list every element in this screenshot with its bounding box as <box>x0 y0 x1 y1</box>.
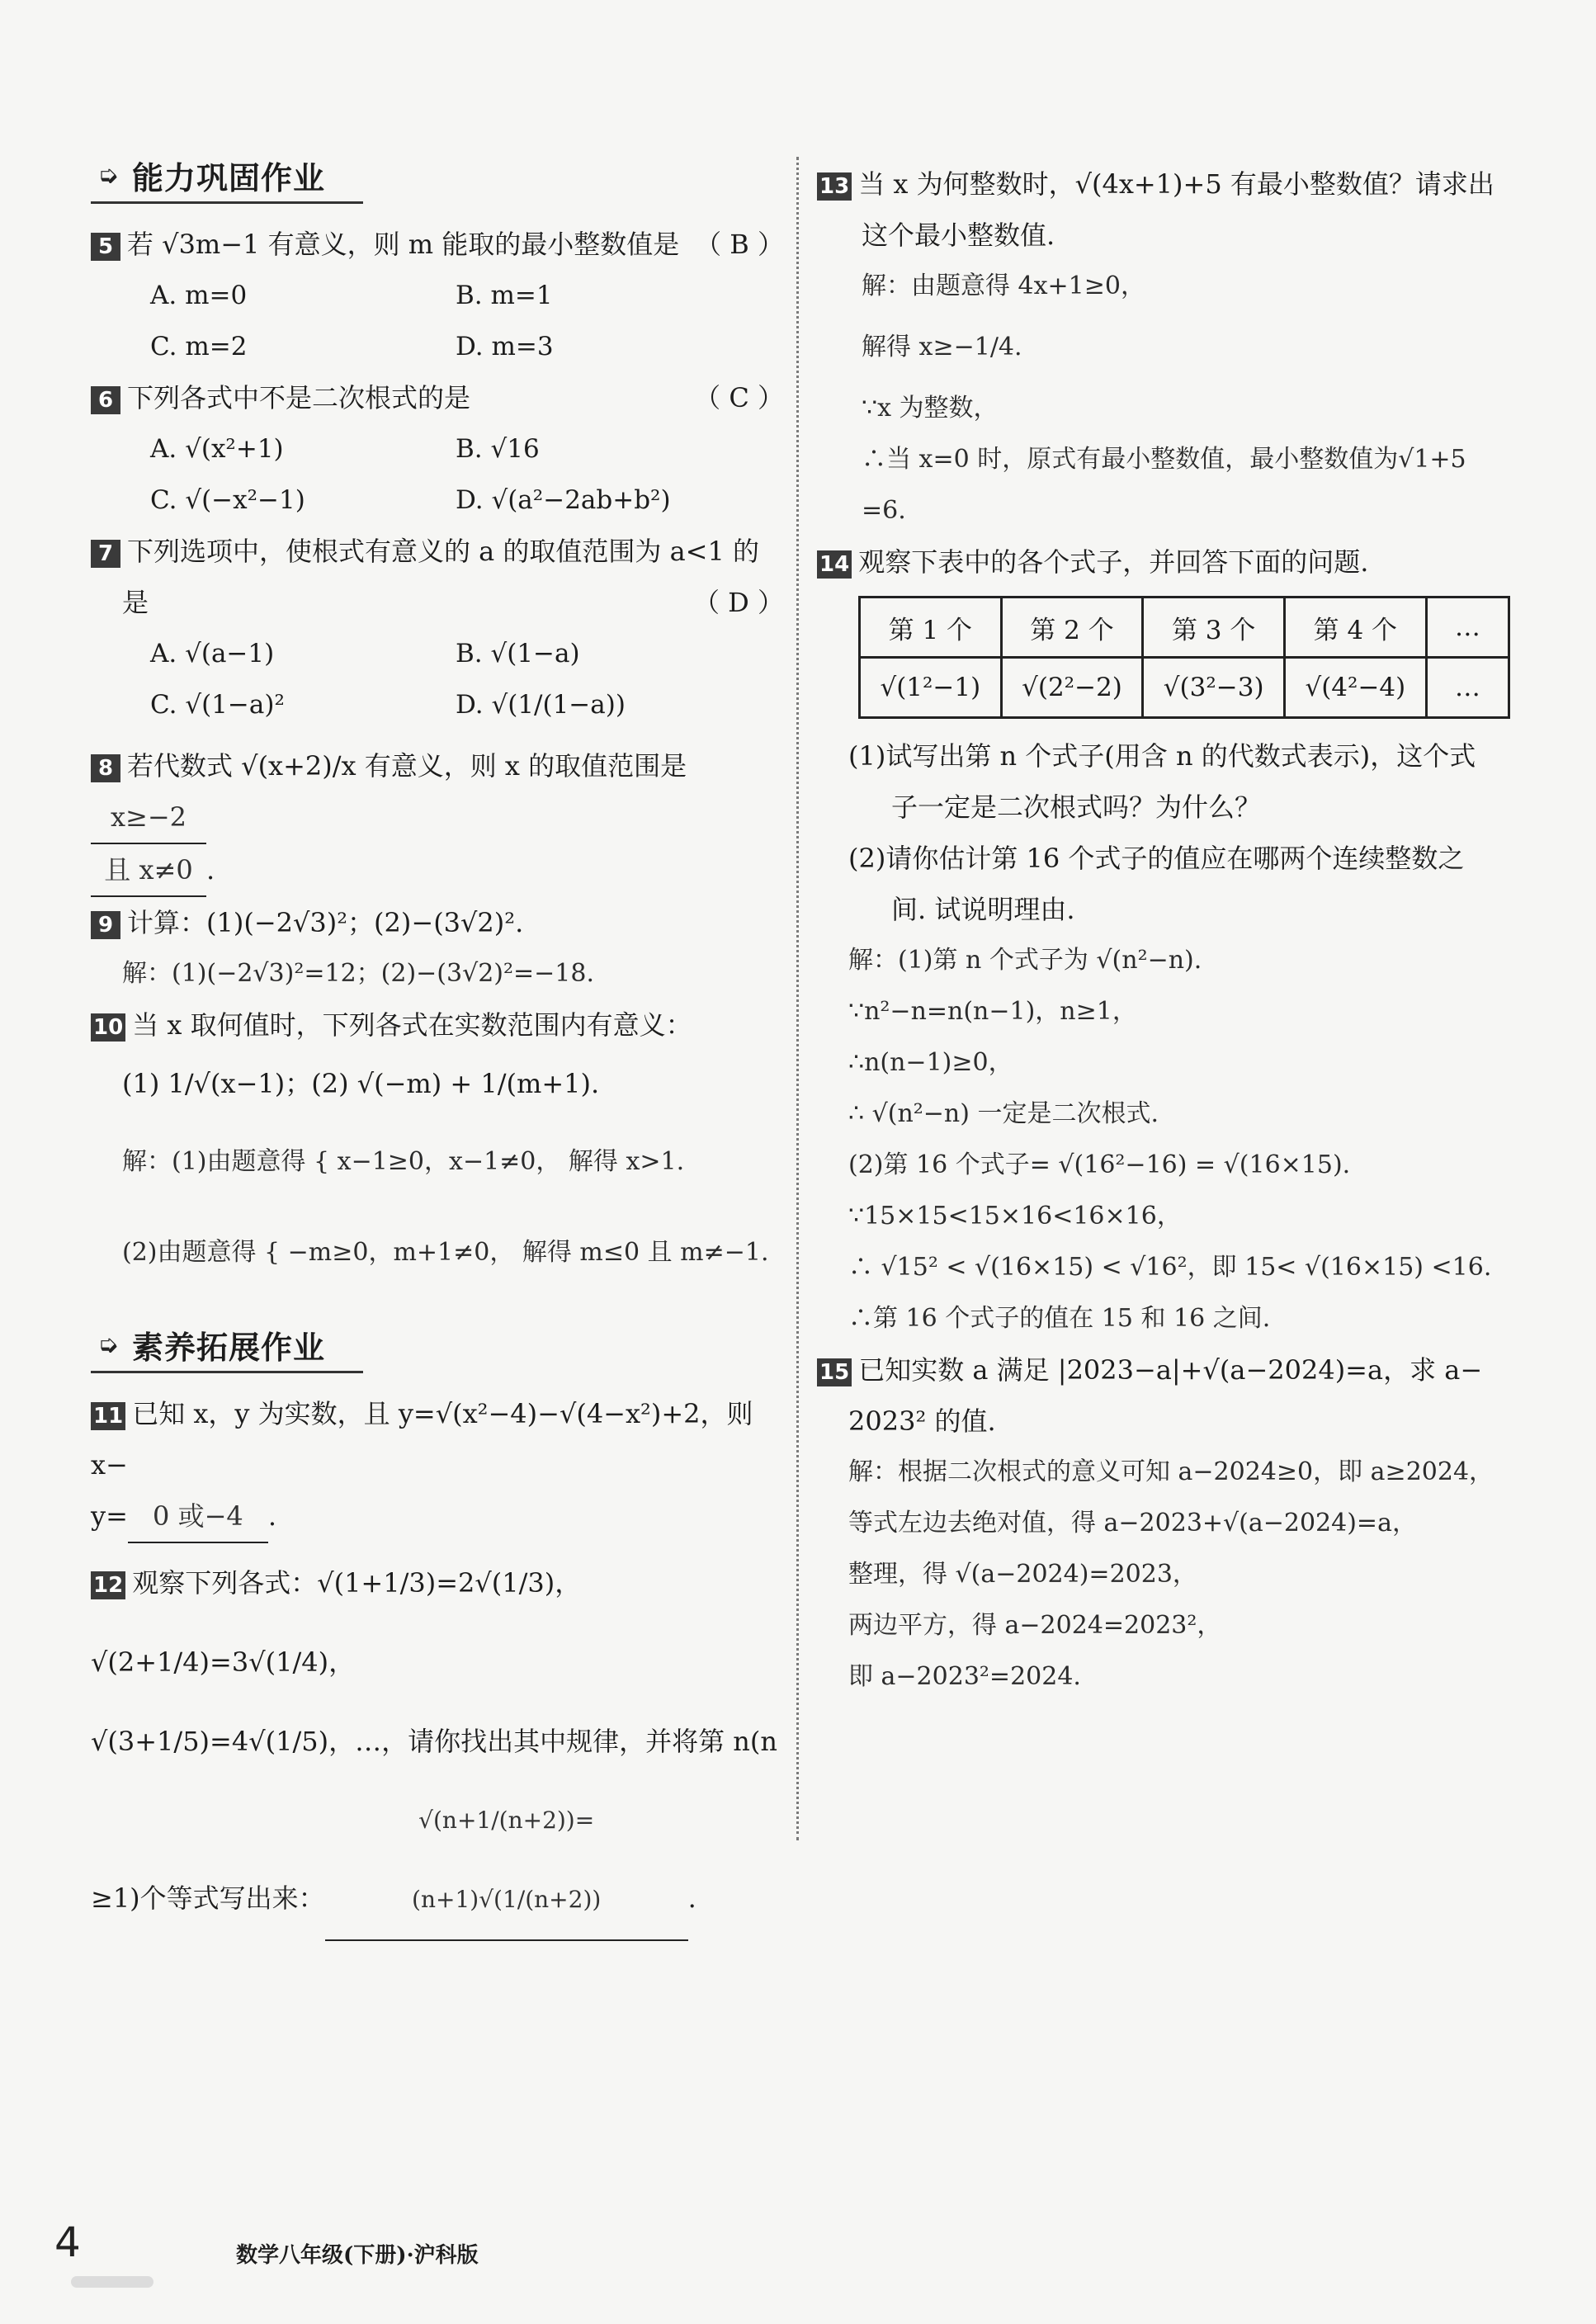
problem-5 <box>91 219 784 270</box>
problem-11 <box>91 1388 784 1490</box>
solution-14-line3: ∴n(n−1)≥0， <box>848 1048 1013 1077</box>
question-14-2-line1: (2)请你估计第 16 个式子的值应在哪两个连续整数之 <box>848 843 1465 874</box>
question-number: 14 <box>817 550 852 579</box>
problem-14 <box>817 536 1510 588</box>
pattern-table-wrap <box>817 596 1510 719</box>
option-d: D. m=3 <box>456 332 554 361</box>
options-6 <box>91 423 784 526</box>
answer-blank-cont: 且 x≠0 <box>91 844 206 897</box>
problem-13-line2: 这个最小整数值. <box>862 220 1055 251</box>
table-header-cell: … <box>1426 598 1509 658</box>
solution-13-line4: ∴当 x=0 时，原式有最小整数值，最小整数值为√1+5 <box>862 445 1466 474</box>
page-number-decoration <box>71 2276 153 2288</box>
left-column <box>91 140 784 1941</box>
answer-choice: （ D ） <box>692 587 784 618</box>
table-header-row <box>860 598 1509 658</box>
problem-12-line3 <box>91 1781 784 1941</box>
solution-14-line7: ∴ √15² < √(16×15) < √16²，即 15< √(16×15) <16. <box>848 1253 1492 1282</box>
problem-8-line2 <box>91 844 784 897</box>
option-b: B. √16 <box>456 434 540 464</box>
question-number: 5 <box>91 233 120 261</box>
question-14-2-line2: 间. 试说明理由. <box>891 894 1075 925</box>
option-d: D. √(a²−2ab+b²) <box>456 485 671 515</box>
question-stem: 若代数式 √(x+2)/x 有意义，则 x 的取值范围是 <box>127 750 687 782</box>
question-number: 13 <box>817 172 852 201</box>
options-5 <box>91 270 784 372</box>
problem-12-line2: √(3+1/5)=4√(1/5)，…，请你找出其中规律，并将第 n(n <box>91 1726 777 1757</box>
solution-14-line5: (2)第 16 个式子= √(16²−16) = √(16×15). <box>848 1150 1351 1179</box>
question-stem-cont: 是 <box>122 587 149 618</box>
solution-14-line4: ∴ √(n²−n) 一定是二次根式. <box>848 1099 1159 1128</box>
stem-cont: y= <box>91 1500 128 1532</box>
question-stem: 若 √3m−1 有意义，则 m 能取的最小整数值是 <box>127 229 680 260</box>
section-title: 能力巩固作业 <box>132 159 326 196</box>
pattern-table <box>858 596 1510 719</box>
question-stem: 下列选项中，使根式有意义的 a 的取值范围为 a<1 的 <box>127 536 760 567</box>
option-c: C. √(1−a)² <box>150 690 285 720</box>
page-number: 4 <box>54 2218 81 2266</box>
book-title: 数学八年级(下册)·沪科版 <box>236 2243 479 2268</box>
question-stem: 观察下列各式：√(1+1/3)=2√(1/3)，√(2+1/4)=3√(1/4)， <box>91 1567 582 1678</box>
answer-choice: （ B ） <box>695 229 784 260</box>
period: . <box>267 1500 277 1532</box>
option-a: A. m=0 <box>150 281 248 310</box>
table-cell: √(3²−3) <box>1143 658 1285 718</box>
problem-9 <box>91 897 784 948</box>
solution-15-line3: 整理，得 √(a−2024)=2023， <box>848 1560 1197 1589</box>
solution-14-line6: ∵15×15<15×16<16×16， <box>848 1202 1182 1230</box>
answer-blank: 0 或−4 <box>128 1490 268 1543</box>
section-banner-extend <box>91 1318 363 1373</box>
table-header-cell: 第 4 个 <box>1285 598 1427 658</box>
solution-13-line2: 解得 x≥−1/4. <box>862 333 1022 361</box>
table-row <box>860 658 1509 718</box>
solution-13-line1: 解：由题意得 4x+1≥0， <box>862 272 1145 300</box>
problem-6 <box>91 372 784 423</box>
answer-choice: （ C ） <box>694 382 784 413</box>
option-b: B. m=1 <box>456 281 553 310</box>
question-stem: 当 x 为何整数时，√(4x+1)+5 有最小整数值？请求出 <box>858 168 1494 200</box>
solution-13-line5: =6. <box>862 496 906 525</box>
question-stem: 观察下表中的各个式子，并回答下面的问题. <box>858 546 1369 578</box>
options-7 <box>91 628 784 730</box>
solution-15-line4: 两边平方，得 a−2024=2023²， <box>848 1611 1222 1640</box>
table-cell: √(4²−4) <box>1285 658 1427 718</box>
problem-10 <box>91 999 784 1051</box>
question-number: 12 <box>91 1571 125 1599</box>
solution-14-line8: ∴第 16 个式子的值在 15 和 16 之间. <box>848 1304 1271 1333</box>
solution-14-line2: ∵n²−n=n(n−1)，n≥1， <box>848 997 1137 1026</box>
problem-13 <box>817 158 1510 210</box>
solution-10-part1: 解：(1)由题意得 { x−1≥0，x−1≠0， 解得 x>1. <box>122 1147 685 1176</box>
section-banner-ability <box>91 149 363 204</box>
stem-cont: ≥1)个等式写出来： <box>91 1882 325 1914</box>
problem-11-line2 <box>91 1490 784 1543</box>
answer-blank: √(n+1/(n+2))=(n+1)√(1/(n+2)) <box>325 1781 688 1941</box>
option-d: D. √(1/(1−a)) <box>456 690 626 720</box>
solution-15-line1: 解：根据二次根式的意义可知 a−2024≥0，即 a≥2024， <box>848 1457 1494 1486</box>
option-a: A. √(x²+1) <box>150 434 284 464</box>
section-title: 素养拓展作业 <box>132 1329 326 1366</box>
question-stem: 已知实数 a 满足 |2023−a|+√(a−2024)=a，求 a− <box>858 1354 1483 1386</box>
problem-15-line2: 2023² 的值. <box>848 1405 996 1437</box>
problem-15 <box>817 1344 1510 1396</box>
table-cell: √(2²−2) <box>1001 658 1143 718</box>
arrow-icon: ➭ <box>97 1330 119 1359</box>
solution-9: 解：(1)(−2√3)²=12；(2)−(3√2)²=−18. <box>122 959 595 988</box>
solution-13-line3: ∵x 为整数， <box>862 394 999 423</box>
answer-blank: x≥−2 <box>91 791 206 844</box>
solution-14-line1: 解：(1)第 n 个式子为 √(n²−n). <box>848 946 1202 975</box>
solution-15-line2: 等式左边去绝对值，得 a−2023+√(a−2024)=a， <box>848 1509 1417 1538</box>
question-number: 9 <box>91 911 120 939</box>
table-cell: √(1²−1) <box>860 658 1002 718</box>
table-header-cell: 第 3 个 <box>1143 598 1285 658</box>
arrow-icon: ➭ <box>97 160 119 190</box>
period: . <box>206 854 215 886</box>
problem-12 <box>91 1543 784 1702</box>
option-a: A. √(a−1) <box>150 639 275 668</box>
question-14-1-line1: (1)试写出第 n 个式子(用含 n 的代数式表示)，这个式 <box>848 740 1476 772</box>
question-number: 8 <box>91 754 120 782</box>
problem-10-exprs: (1) 1/√(x−1)；(2) √(−m) + 1/(m+1). <box>122 1068 600 1099</box>
question-stem: 当 x 取何值时，下列各式在实数范围内有意义： <box>132 1009 692 1041</box>
question-number: 7 <box>91 540 120 568</box>
column-divider <box>796 157 799 1840</box>
question-number: 10 <box>91 1013 125 1042</box>
question-number: 15 <box>817 1358 852 1386</box>
option-b: B. √(1−a) <box>456 639 580 668</box>
question-stem: 已知 x，y 为实数，且 y=√(x²−4)−√(4−x²)+2，则 x− <box>91 1398 753 1481</box>
option-c: C. √(−x²−1) <box>150 485 305 515</box>
solution-10-part2: (2)由题意得 { −m≥0，m+1≠0， 解得 m≤0 且 m≠−1. <box>122 1238 769 1267</box>
question-stem: 计算：(1)(−2√3)²；(2)−(3√2)². <box>127 907 524 938</box>
solution-15-line5: 即 a−2023²=2024. <box>848 1662 1081 1691</box>
period: . <box>687 1882 696 1914</box>
table-header-cell: 第 2 个 <box>1001 598 1143 658</box>
table-cell: … <box>1426 658 1509 718</box>
problem-8 <box>91 740 784 844</box>
option-c: C. m=2 <box>150 332 248 361</box>
problem-7-line2 <box>91 577 784 628</box>
question-stem: 下列各式中不是二次根式的是 <box>127 382 471 413</box>
question-number: 11 <box>91 1402 125 1430</box>
table-header-cell: 第 1 个 <box>860 598 1002 658</box>
problem-7 <box>91 526 784 577</box>
question-14-1-line2: 子一定是二次根式吗？为什么？ <box>891 791 1262 823</box>
question-number: 6 <box>91 386 120 414</box>
right-column <box>817 140 1510 1703</box>
